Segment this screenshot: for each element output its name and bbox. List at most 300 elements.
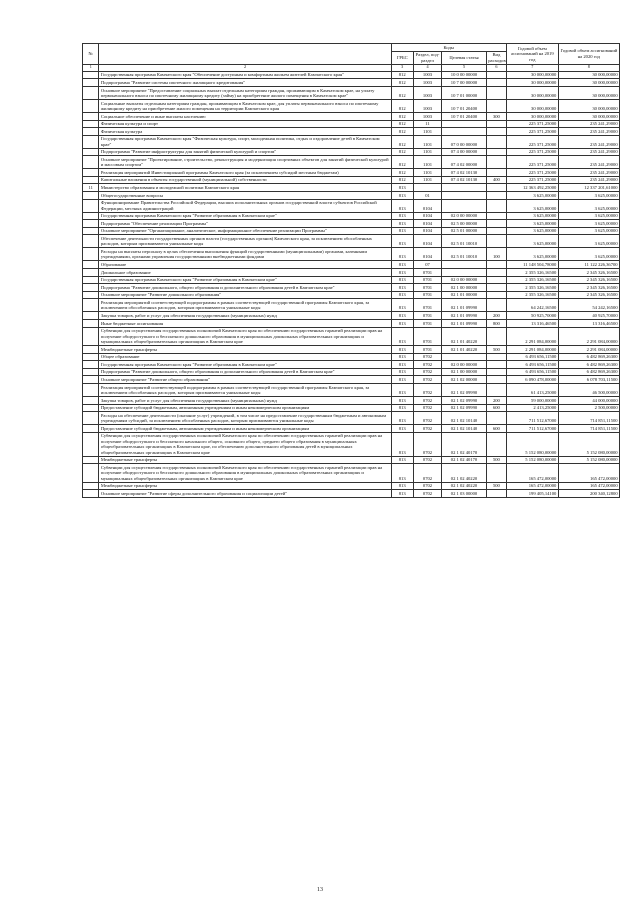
row-amount-2020: 714 851,11500 xyxy=(558,412,619,425)
row-name: Функционирование Правительства Российской Федерации, высших исполнительных органов государственной власти субъектов Российской Федерации, местных администраций xyxy=(99,199,391,212)
row-grbs: 813 xyxy=(391,284,413,292)
row-amount-2019: 225 371,25000 xyxy=(506,120,558,128)
row-name: Капитальные вложения в объекты государственной (муниципальной) собственности xyxy=(99,176,391,184)
row-target-article: 02 1 00 00000 xyxy=(442,284,487,292)
row-number xyxy=(83,327,99,345)
row-expense-type xyxy=(486,169,506,177)
table-row xyxy=(83,312,620,320)
row-grbs: 812 xyxy=(391,99,413,112)
row-razdel: 0702 xyxy=(413,383,441,396)
table-row xyxy=(83,135,620,148)
row-number xyxy=(83,135,99,148)
row-number xyxy=(83,156,99,169)
row-amount-2020: 30 000,00000 xyxy=(558,112,619,120)
row-amount-2020: 2 500,00000 xyxy=(558,404,619,412)
column-index: 1 xyxy=(83,64,99,71)
row-target-article: 02 1 01 09990 xyxy=(442,312,487,320)
row-grbs: 813 xyxy=(391,482,413,490)
row-amount-2020: 6 482 869,26300 xyxy=(558,361,619,369)
row-grbs: 812 xyxy=(391,120,413,128)
row-expense-type xyxy=(486,212,506,220)
row-razdel: 1003 xyxy=(413,71,441,79)
table-row xyxy=(83,99,620,112)
row-razdel: 0702 xyxy=(413,368,441,376)
row-target-article: 02 1 02 09990 xyxy=(442,383,487,396)
row-expense-type xyxy=(486,71,506,79)
row-target-article: 02 1 02 00000 xyxy=(442,376,487,384)
row-number xyxy=(83,299,99,312)
row-amount-2020: 714 851,11500 xyxy=(558,425,619,433)
table-row xyxy=(83,86,620,99)
row-name: Обеспечение деятельности государственных органов власти (государственных органов) Камчатского края, за исключением обособленных расходов, которым присваиваются уникальные коды xyxy=(99,235,391,248)
row-number xyxy=(83,99,99,112)
row-amount-2020: 30 000,00000 xyxy=(558,86,619,99)
row-razdel: 1003 xyxy=(413,79,441,87)
row-expense-type xyxy=(486,464,506,482)
row-grbs: 812 xyxy=(391,135,413,148)
row-amount-2020: 12 337 201,61000 xyxy=(558,184,619,192)
row-grbs: 813 xyxy=(391,192,413,200)
row-target-article: 02 5 01 10010 xyxy=(442,248,487,261)
row-amount-2019: 6 090 478,00000 xyxy=(506,376,558,384)
row-expense-type: 100 xyxy=(486,248,506,261)
row-target-article: 02 5 00 00000 xyxy=(442,220,487,228)
row-grbs: 812 xyxy=(391,169,413,177)
row-number xyxy=(83,269,99,277)
row-grbs: 813 xyxy=(391,353,413,361)
row-razdel: 0104 xyxy=(413,199,441,212)
table-row xyxy=(83,404,620,412)
row-target-article: 02 0 00 00000 xyxy=(442,212,487,220)
row-expense-type xyxy=(486,276,506,284)
row-amount-2019: 3 625,00000 xyxy=(506,212,558,220)
row-number xyxy=(83,368,99,376)
row-target-article xyxy=(442,128,487,136)
row-razdel: 0702 xyxy=(413,404,441,412)
table-row xyxy=(83,425,620,433)
row-razdel: 0702 xyxy=(413,456,441,464)
row-grbs: 813 xyxy=(391,269,413,277)
row-amount-2020: 5 152 080,00000 xyxy=(558,456,619,464)
table-row xyxy=(83,184,620,192)
row-amount-2019: 3 625,00000 xyxy=(506,227,558,235)
row-razdel: 0701 xyxy=(413,346,441,354)
row-name: Подпрограмма "Развитие дошкольного, общего образования и дополнительного образования детей в Камчатском крае" xyxy=(99,368,391,376)
row-razdel: 0104 xyxy=(413,248,441,261)
row-grbs: 813 xyxy=(391,368,413,376)
row-target-article: 02 1 01 40220 xyxy=(442,346,487,354)
row-grbs: 813 xyxy=(391,227,413,235)
table-row xyxy=(83,456,620,464)
table-row xyxy=(83,199,620,212)
row-name: Подпрограмма "Развитие инфраструктуры для занятий физической культурой и спортом" xyxy=(99,148,391,156)
row-name: Социальное обеспечение и иные выплаты населению xyxy=(99,112,391,120)
row-target-article xyxy=(442,269,487,277)
row-name: Субвенции для осуществления государственных полномочий Камчатского края по обеспечению государственных гарантий реализации прав на получение общедоступного и бесплатного начального общего, основного общего, среднего общего образования в муниципальных общеобразовательных организациях в Камчатском крае, по обеспечению дополнительного образования детей в муниципальных общеобразовательных организациях в Камчатском крае xyxy=(99,432,391,456)
table-row xyxy=(83,320,620,328)
row-name: Образование xyxy=(99,261,391,269)
row-target-article: 10 7 01 20400 xyxy=(442,112,487,120)
row-grbs: 813 xyxy=(391,490,413,498)
row-amount-2020: 46 500,00000 xyxy=(558,383,619,396)
row-number xyxy=(83,112,99,120)
row-razdel: 07 xyxy=(413,261,441,269)
row-amount-2020: 200 340,12800 xyxy=(558,490,619,498)
row-number xyxy=(83,176,99,184)
row-target-article: 02 1 01 00000 xyxy=(442,291,487,299)
row-razdel: 0702 xyxy=(413,432,441,456)
row-amount-2019: 225 371,25000 xyxy=(506,169,558,177)
row-razdel: 0702 xyxy=(413,490,441,498)
row-name: Основное мероприятие "Организационное, аналитическое, информационное обеспечение реализации Программы" xyxy=(99,227,391,235)
row-expense-type xyxy=(486,432,506,456)
row-name: Государственная программа Камчатского края "Обеспечение доступным и комфортным жильем жителей Камчатского края" xyxy=(99,71,391,79)
row-name: Основное мероприятие "Проектирование, строительство, реконструкция и модернизация спортивных объектов для занятий физической культурой и массовым спортом" xyxy=(99,156,391,169)
row-number xyxy=(83,276,99,284)
row-grbs: 813 xyxy=(391,235,413,248)
row-razdel: 11 xyxy=(413,120,441,128)
budget-table xyxy=(82,43,620,498)
row-amount-2020: 235 241,29000 xyxy=(558,120,619,128)
table-row xyxy=(83,269,620,277)
row-grbs: 812 xyxy=(391,86,413,99)
row-expense-type xyxy=(486,490,506,498)
row-amount-2019: 2 355 326,16500 xyxy=(506,269,558,277)
row-target-article: 02 1 01 40220 xyxy=(442,327,487,345)
header-grbs: ГРБС xyxy=(391,51,413,64)
row-number xyxy=(83,361,99,369)
row-razdel: 0104 xyxy=(413,227,441,235)
row-amount-2019: 225 371,25000 xyxy=(506,156,558,169)
row-grbs: 812 xyxy=(391,112,413,120)
row-amount-2020: 235 241,29000 xyxy=(558,156,619,169)
row-expense-type xyxy=(486,128,506,136)
row-amount-2019: 61 413,25000 xyxy=(506,383,558,396)
row-target-article: 02 1 02 40220 xyxy=(442,482,487,490)
row-expense-type xyxy=(486,192,506,200)
row-target-article: 02 1 01 09990 xyxy=(442,320,487,328)
row-amount-2020: 235 241,29000 xyxy=(558,148,619,156)
table-row xyxy=(83,192,620,200)
row-amount-2019: 3 625,00000 xyxy=(506,199,558,212)
row-amount-2019: 2 291 084,00000 xyxy=(506,327,558,345)
row-amount-2020: 6 482 869,26300 xyxy=(558,368,619,376)
row-expense-type xyxy=(486,199,506,212)
row-expense-type: 500 xyxy=(486,346,506,354)
row-expense-type: 800 xyxy=(486,320,506,328)
column-index: 5 xyxy=(442,64,487,71)
row-grbs: 812 xyxy=(391,128,413,136)
row-name: Основное мероприятие "Развитие сферы дополнительного образования и социализации детей" xyxy=(99,490,391,498)
row-expense-type xyxy=(486,86,506,99)
row-razdel: 0104 xyxy=(413,212,441,220)
row-amount-2019: 13 316,46500 xyxy=(506,320,558,328)
row-amount-2019: 2 355 326,16500 xyxy=(506,291,558,299)
row-razdel: 1003 xyxy=(413,99,441,112)
row-razdel: 0701 xyxy=(413,276,441,284)
row-amount-2019: 165 472,00000 xyxy=(506,464,558,482)
table-row xyxy=(83,482,620,490)
row-expense-type xyxy=(486,261,506,269)
row-name: Межбюджетные трансферты xyxy=(99,482,391,490)
table-row xyxy=(83,412,620,425)
row-target-article: 10 7 01 00000 xyxy=(442,86,487,99)
row-number xyxy=(83,320,99,328)
row-target-article: 07 4 02 10130 xyxy=(442,169,487,177)
row-number xyxy=(83,432,99,456)
row-razdel: 0702 xyxy=(413,425,441,433)
row-target-article xyxy=(442,261,487,269)
row-amount-2019: 30 000,00000 xyxy=(506,86,558,99)
row-amount-2020: 2 345 326,16500 xyxy=(558,284,619,292)
page-number: 13 xyxy=(317,887,323,893)
row-name: Расходы на выплаты персоналу в целях обеспечения выполнения функций государственными (муниципальными) органами, казенными учреждениями, органами управления государственными внебюджетными фондами xyxy=(99,248,391,261)
row-number xyxy=(83,212,99,220)
table-row xyxy=(83,276,620,284)
row-number xyxy=(83,482,99,490)
row-amount-2020: 235 241,29000 xyxy=(558,128,619,136)
row-razdel: 0701 xyxy=(413,284,441,292)
row-amount-2020: 2 291 084,00000 xyxy=(558,346,619,354)
row-grbs: 813 xyxy=(391,396,413,404)
row-grbs: 813 xyxy=(391,327,413,345)
row-amount-2020: 2 345 326,16500 xyxy=(558,269,619,277)
header-year-2019: Годовой объем ассигнований на 2019 год xyxy=(506,44,558,65)
row-expense-type xyxy=(486,120,506,128)
row-razdel: 0701 xyxy=(413,299,441,312)
row-grbs: 813 xyxy=(391,361,413,369)
row-expense-type xyxy=(486,269,506,277)
row-grbs: 812 xyxy=(391,71,413,79)
row-number xyxy=(83,148,99,156)
row-target-article: 02 1 01 09990 xyxy=(442,299,487,312)
row-razdel: 0702 xyxy=(413,396,441,404)
row-name: Социальные выплаты отдельным категориям граждан, проживающим в Камчатском крае, для уплаты первоначального взноса по ипотечному жилищному кредиту на приобретение жилого помещения на территории Камчатского края xyxy=(99,99,391,112)
row-amount-2020: 13 316,46500 xyxy=(558,320,619,328)
row-razdel: 1101 xyxy=(413,128,441,136)
row-amount-2020: 165 472,00000 xyxy=(558,464,619,482)
row-grbs: 813 xyxy=(391,184,413,192)
table-row xyxy=(83,112,620,120)
row-target-article: 07 4 02 10130 xyxy=(442,176,487,184)
row-amount-2019: 6 493 656,11500 xyxy=(506,368,558,376)
row-expense-type xyxy=(486,353,506,361)
row-number xyxy=(83,376,99,384)
row-number xyxy=(83,199,99,212)
row-number xyxy=(83,383,99,396)
row-target-article xyxy=(442,199,487,212)
header-razdel: Раздел, под-раздел xyxy=(413,51,441,64)
table-row xyxy=(83,176,620,184)
row-amount-2019: 3 625,00000 xyxy=(506,192,558,200)
row-expense-type xyxy=(486,291,506,299)
row-name: Закупка товаров, работ и услуг для обеспечения государственных (муниципальных) нужд xyxy=(99,312,391,320)
column-index: 7 xyxy=(506,64,558,71)
row-number xyxy=(83,353,99,361)
row-amount-2020: 165 472,00000 xyxy=(558,482,619,490)
row-razdel xyxy=(413,184,441,192)
row-expense-type xyxy=(486,327,506,345)
row-amount-2019: 30 000,00000 xyxy=(506,112,558,120)
row-expense-type xyxy=(486,368,506,376)
row-name: Реализация мероприятий соответствующей подпрограммы в рамках соответствующей государственной программы Камчатского края, за исключением обособленных расходов, которым присваиваются уникальные коды xyxy=(99,383,391,396)
row-target-article: 07 0 00 00000 xyxy=(442,135,487,148)
row-number xyxy=(83,192,99,200)
row-target-article: 02 1 02 40170 xyxy=(442,432,487,456)
row-grbs: 813 xyxy=(391,432,413,456)
table-row xyxy=(83,396,620,404)
row-amount-2020: 235 241,29000 xyxy=(558,169,619,177)
row-razdel: 0702 xyxy=(413,482,441,490)
row-target-article: 02 1 00 00000 xyxy=(442,368,487,376)
row-name: Общее образование xyxy=(99,353,391,361)
row-razdel: 1003 xyxy=(413,86,441,99)
header-name xyxy=(99,44,391,65)
row-amount-2020: 2 345 326,16500 xyxy=(558,291,619,299)
row-razdel: 0701 xyxy=(413,312,441,320)
column-index-row xyxy=(83,64,620,71)
row-amount-2020: 44 000,00000 xyxy=(558,396,619,404)
row-number xyxy=(83,346,99,354)
row-expense-type: 500 xyxy=(486,482,506,490)
table-header-row xyxy=(83,44,620,52)
header-number: № xyxy=(83,44,99,65)
row-grbs: 813 xyxy=(391,404,413,412)
row-number xyxy=(83,291,99,299)
row-amount-2019: 5 152 080,00000 xyxy=(506,432,558,456)
row-number xyxy=(83,456,99,464)
row-expense-type: 500 xyxy=(486,456,506,464)
row-amount-2020: 5 152 080,00000 xyxy=(558,432,619,456)
row-name: Реализация мероприятий соответствующей подпрограммы в рамках соответствующей государственной программы Камчатского края, за исключением обособленных расходов, которым присваиваются уникальные коды xyxy=(99,299,391,312)
table-body xyxy=(83,71,620,497)
row-amount-2020: 3 625,00000 xyxy=(558,220,619,228)
row-number xyxy=(83,312,99,320)
row-name: Субвенции для осуществления государственных полномочий Камчатского края по обеспечению государственных гарантий реализации прав на получение общедоступного и бесплатного дошкольного образования в муниципальных дошкольных образовательных организациях и муниципальных общеобразовательных организациях в Камчатском крае xyxy=(99,327,391,345)
row-target-article: 02 1 02 40220 xyxy=(442,464,487,482)
row-expense-type xyxy=(486,383,506,396)
row-amount-2019: 5 152 080,00000 xyxy=(506,456,558,464)
row-number xyxy=(83,248,99,261)
row-amount-2019: 50 925,70000 xyxy=(506,312,558,320)
row-grbs: 813 xyxy=(391,412,413,425)
row-number xyxy=(83,261,99,269)
row-expense-type xyxy=(486,284,506,292)
row-number xyxy=(83,425,99,433)
row-number: 11 xyxy=(83,184,99,192)
row-amount-2020: 3 625,00000 xyxy=(558,235,619,248)
row-number xyxy=(83,284,99,292)
row-grbs: 813 xyxy=(391,320,413,328)
row-number xyxy=(83,169,99,177)
row-razdel: 1101 xyxy=(413,156,441,169)
row-name: Субвенции для осуществления государственных полномочий Камчатского края по обеспечению государственных гарантий реализации прав на получение общедоступного и бесплатного дошкольного образования в муниципальных дошкольных образовательных организациях и муниципальных общеобразовательных организациях в Камчатском крае xyxy=(99,464,391,482)
row-number xyxy=(83,235,99,248)
row-grbs: 813 xyxy=(391,199,413,212)
row-razdel: 0702 xyxy=(413,412,441,425)
row-number xyxy=(83,128,99,136)
row-expense-type xyxy=(486,156,506,169)
row-amount-2019: 225 371,25000 xyxy=(506,128,558,136)
row-target-article: 02 0 00 00000 xyxy=(442,276,487,284)
row-amount-2019: 2 413,25000 xyxy=(506,404,558,412)
table-row xyxy=(83,235,620,248)
row-grbs: 812 xyxy=(391,79,413,87)
row-amount-2020: 235 241,29000 xyxy=(558,135,619,148)
row-expense-type xyxy=(486,376,506,384)
table-row xyxy=(83,227,620,235)
row-grbs: 812 xyxy=(391,148,413,156)
row-amount-2019: 6 493 656,11500 xyxy=(506,361,558,369)
row-name: Предоставление субсидий бюджетным, автономным учреждениям и иным некоммерческим организациям xyxy=(99,404,391,412)
row-name: Закупка товаров, работ и услуг для обеспечения государственных (муниципальных) нужд xyxy=(99,396,391,404)
row-amount-2019: 199 405,14100 xyxy=(506,490,558,498)
row-amount-2019: 711 512,67000 xyxy=(506,412,558,425)
row-target-article: 10 7 01 20400 xyxy=(442,99,487,112)
row-name: Межбюджетные трансферты xyxy=(99,456,391,464)
row-amount-2019: 30 000,00000 xyxy=(506,71,558,79)
row-amount-2020: 54 242,16500 xyxy=(558,299,619,312)
row-target-article: 02 1 02 09990 xyxy=(442,396,487,404)
row-razdel: 0701 xyxy=(413,291,441,299)
row-amount-2019: 3 625,00000 xyxy=(506,235,558,248)
row-amount-2019: 3 625,00000 xyxy=(506,220,558,228)
table-row xyxy=(83,261,620,269)
table-row xyxy=(83,376,620,384)
row-amount-2020: 11 122 226,36700 xyxy=(558,261,619,269)
row-name: Государственная программа Камчатского края "Развитие образования в Камчатском крае" xyxy=(99,212,391,220)
row-number xyxy=(83,86,99,99)
table-row xyxy=(83,464,620,482)
row-name: Иные бюджетные ассигнования xyxy=(99,320,391,328)
row-razdel: 1003 xyxy=(413,112,441,120)
table-row xyxy=(83,148,620,156)
row-amount-2020: 30 000,00000 xyxy=(558,99,619,112)
row-expense-type xyxy=(486,135,506,148)
row-grbs: 813 xyxy=(391,212,413,220)
row-number xyxy=(83,120,99,128)
table-row xyxy=(83,353,620,361)
row-target-article: 02 1 02 10140 xyxy=(442,425,487,433)
table-row xyxy=(83,291,620,299)
row-amount-2020: 40 925,70000 xyxy=(558,312,619,320)
row-target-article: 07 4 02 00000 xyxy=(442,156,487,169)
row-grbs: 813 xyxy=(391,383,413,396)
row-number xyxy=(83,490,99,498)
row-razdel: 0701 xyxy=(413,327,441,345)
row-amount-2020: 6 482 869,26300 xyxy=(558,353,619,361)
row-expense-type xyxy=(486,299,506,312)
row-amount-2020: 3 625,00000 xyxy=(558,192,619,200)
row-razdel: 0104 xyxy=(413,235,441,248)
row-grbs: 813 xyxy=(391,291,413,299)
row-number xyxy=(83,71,99,79)
table-row xyxy=(83,432,620,456)
row-number xyxy=(83,464,99,482)
row-amount-2020: 2 345 326,16500 xyxy=(558,276,619,284)
row-grbs: 813 xyxy=(391,376,413,384)
row-name: Основное мероприятие "Развитие дошкольного образования" xyxy=(99,291,391,299)
row-target-article: 10 0 00 00000 xyxy=(442,71,487,79)
row-target-article: 02 1 02 10140 xyxy=(442,412,487,425)
row-grbs: 813 xyxy=(391,261,413,269)
column-index: 3 xyxy=(391,64,413,71)
row-grbs: 813 xyxy=(391,276,413,284)
row-expense-type xyxy=(486,227,506,235)
table-row xyxy=(83,156,620,169)
row-number xyxy=(83,412,99,425)
row-grbs: 813 xyxy=(391,456,413,464)
